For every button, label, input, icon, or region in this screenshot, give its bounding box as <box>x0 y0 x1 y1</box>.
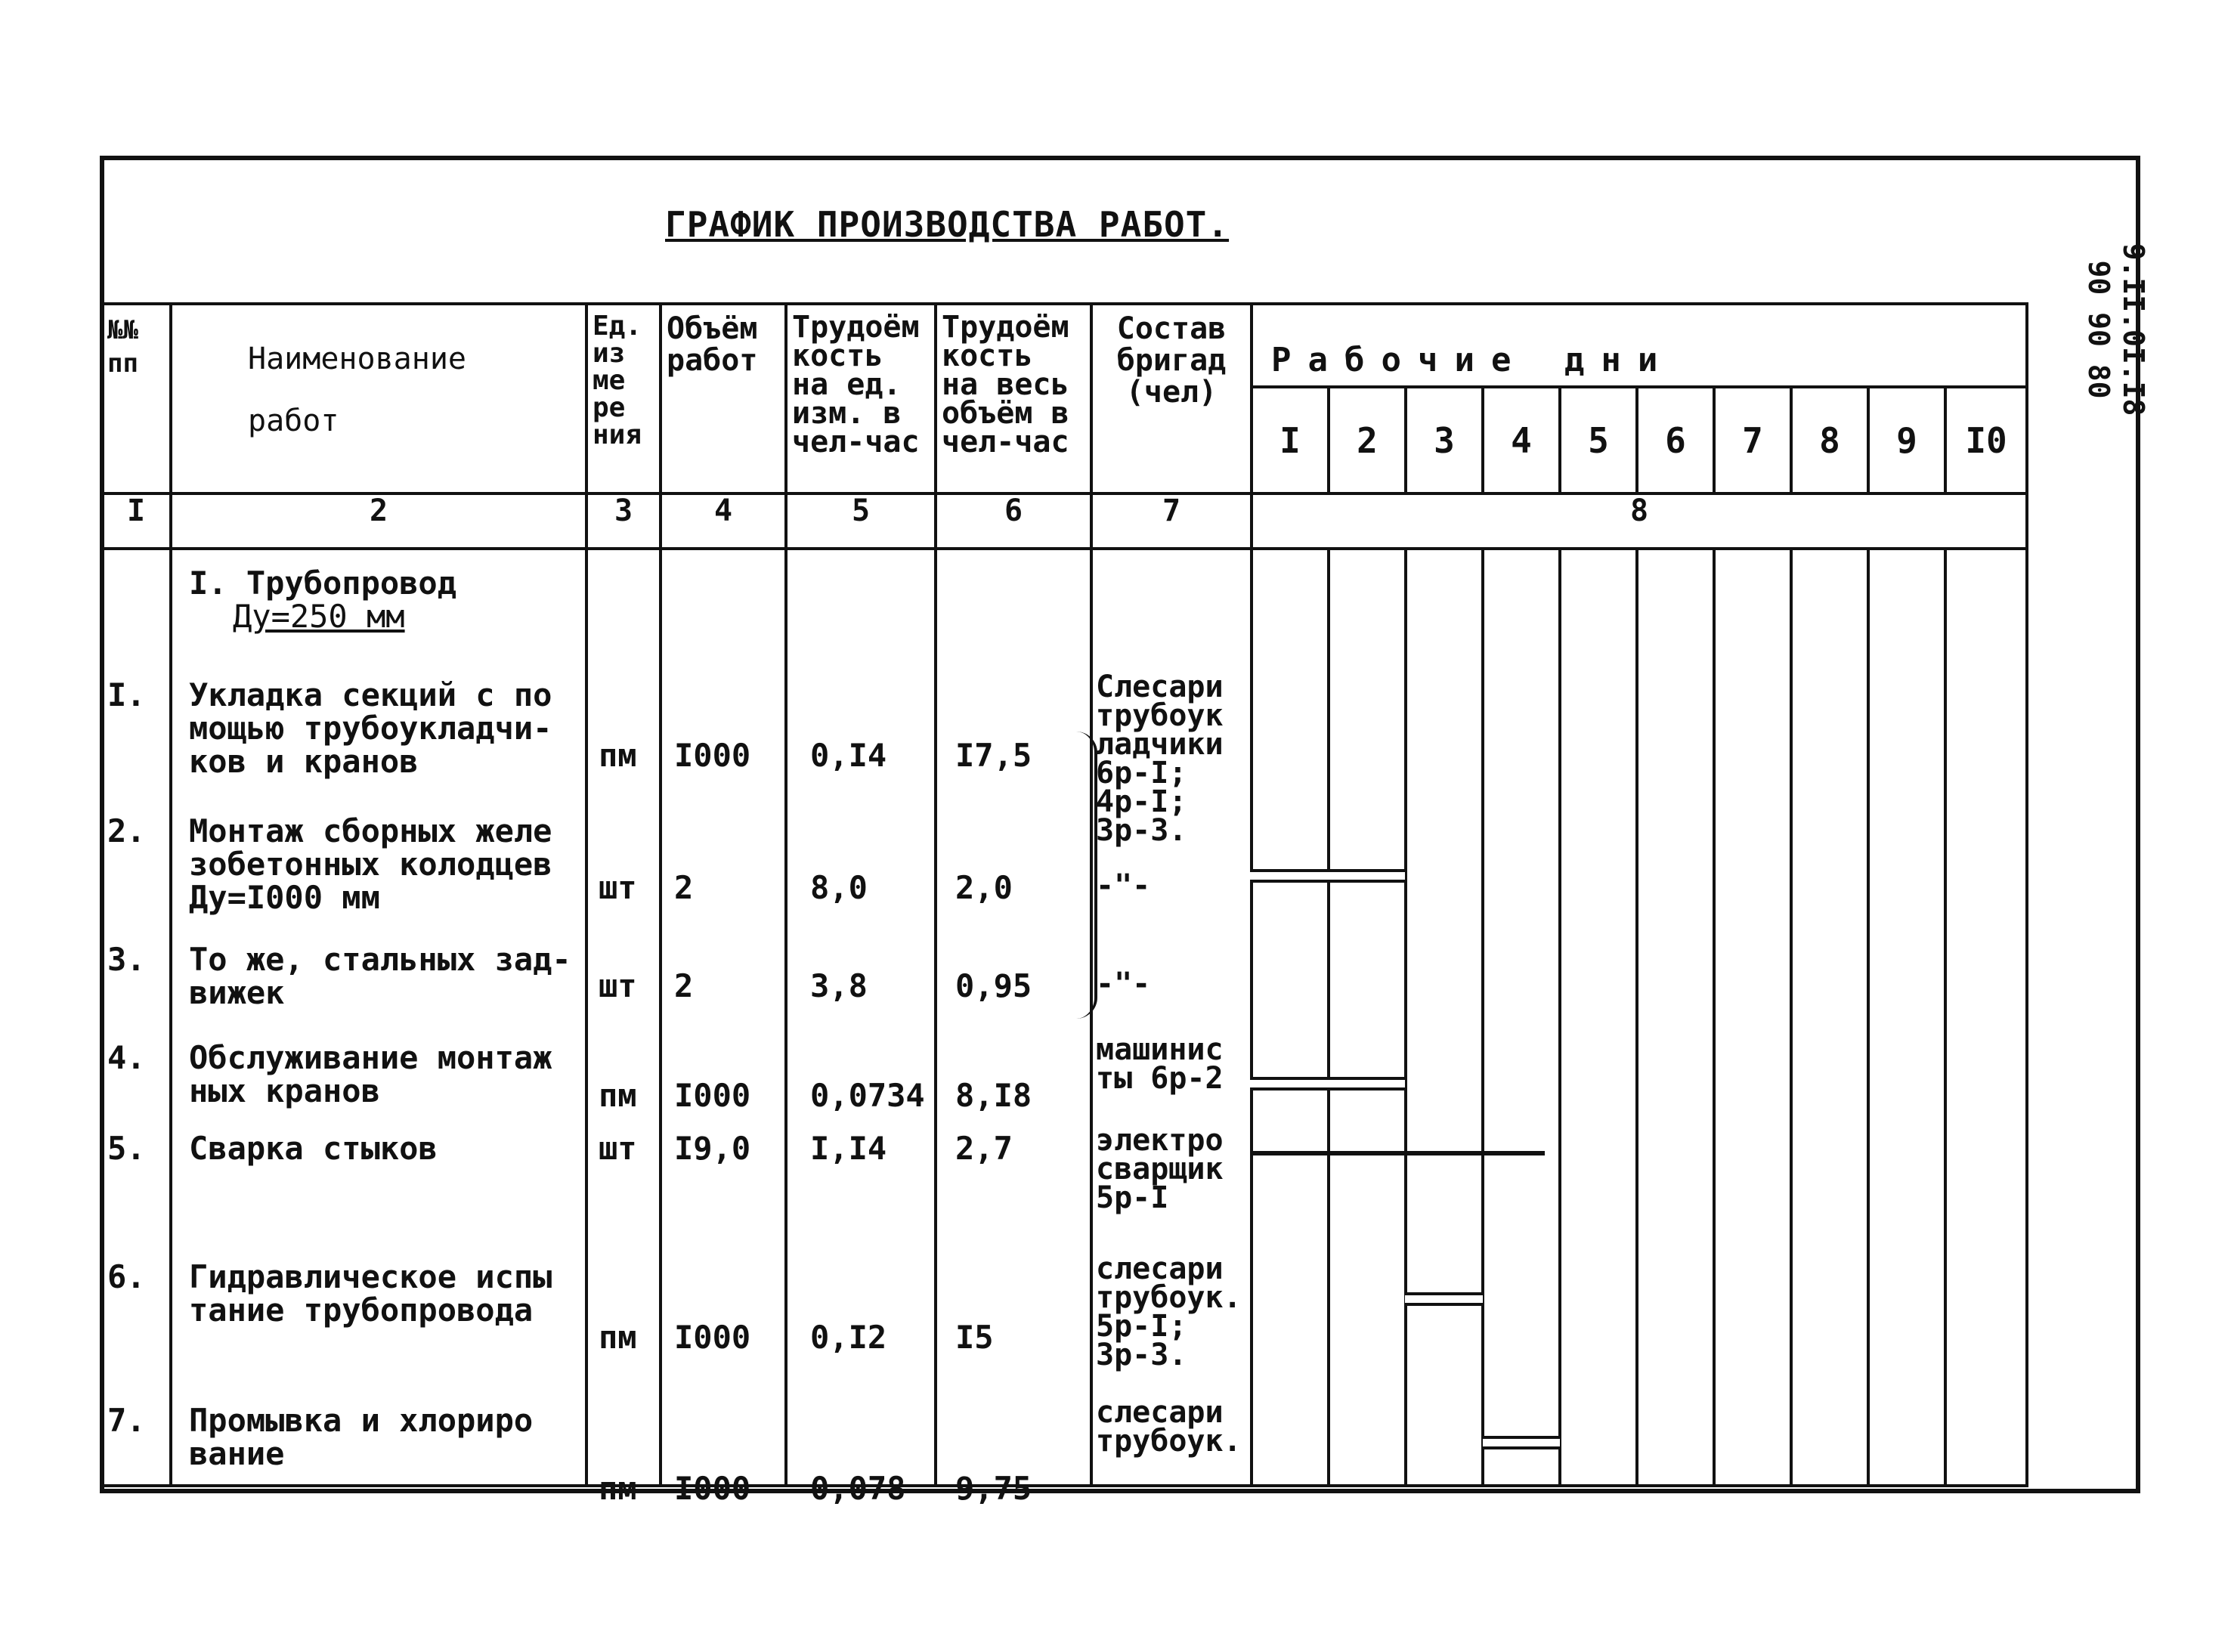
row-name: Гидравлическое испы <box>189 1258 552 1295</box>
col-name <box>171 549 586 1486</box>
section-subtitle: Ду=250 мм <box>233 598 405 635</box>
schedule-table <box>100 302 2028 1507</box>
header-unit-l3: ме <box>593 365 626 396</box>
colnum-5: 5 <box>786 493 936 549</box>
col-volume <box>661 549 786 1507</box>
section-title: I. Трубопровод <box>189 565 457 602</box>
row-unit: пм <box>599 1470 637 1507</box>
header-volume-l2: работ <box>667 343 758 378</box>
row-num: 6. <box>107 1258 146 1295</box>
row-labor-unit: 0,I2 <box>810 1319 887 1356</box>
row-name: вание <box>189 1435 285 1472</box>
header-labor-total-l5: чел-час <box>942 425 1069 459</box>
header-unit-l4: ре <box>593 392 626 423</box>
row-labor-unit: I,I4 <box>810 1130 887 1167</box>
gantt-day-1 <box>1252 549 1329 1486</box>
row-name: вижек <box>189 974 285 1011</box>
row-unit: пм <box>599 1077 637 1114</box>
day-2: 2 <box>1329 387 1406 493</box>
row-crew: 5р-I; <box>1096 1309 1187 1344</box>
row-name: То же, стальных зад- <box>189 941 571 978</box>
row-num: 2. <box>107 812 146 849</box>
col-unit <box>586 549 661 1507</box>
header-labor-unit-l1: Трудоём <box>792 310 920 345</box>
colnum-6: 6 <box>936 493 1091 549</box>
row-unit: пм <box>599 1319 637 1356</box>
row-name: тание трубопровода <box>189 1292 534 1329</box>
colnum-1: I <box>101 493 171 549</box>
header-crew <box>1091 304 1252 493</box>
row-name: ков и кранов <box>189 743 419 780</box>
row-name: Обслуживание монтаж <box>189 1039 552 1076</box>
header-labor-unit-l5: чел-час <box>792 425 920 459</box>
header-labor-unit-l3: на ед. <box>792 367 902 402</box>
gantt-day-5 <box>1560 549 1637 1486</box>
row-labor-unit: 3,8 <box>810 967 868 1004</box>
side-code-line-1: 9.II.0I.I8 <box>2117 243 2150 416</box>
header-labor-unit-l4: изм. в <box>792 396 902 431</box>
gantt-bar-row-7 <box>1483 1436 1561 1449</box>
row-crew: слесари <box>1096 1395 1224 1430</box>
row-labor-unit: 0,0734 <box>810 1077 925 1114</box>
row-labor-total: 2,7 <box>955 1130 1013 1167</box>
day-8: 8 <box>1791 387 1868 493</box>
row-unit: пм <box>599 737 637 774</box>
col-num <box>101 549 171 1486</box>
gantt-day-10 <box>1945 549 2027 1486</box>
colnum-7: 7 <box>1091 493 1252 549</box>
row-crew: ты 6р-2 <box>1096 1061 1224 1096</box>
gantt-bar-row-2 <box>1250 869 1405 883</box>
header-name-line-2: работ <box>248 404 339 438</box>
row-name: Ду=I000 мм <box>189 879 380 916</box>
row-crew: электро <box>1096 1123 1224 1158</box>
row-num: 5. <box>107 1130 146 1167</box>
header-crew-l3: (чел) <box>1125 375 1218 410</box>
row-name: Промывка и хлориро <box>189 1402 534 1439</box>
day-10: I0 <box>1945 387 2027 493</box>
row-crew: трубоук <box>1096 698 1224 733</box>
header-num <box>101 304 171 493</box>
row-labor-total: 8,I8 <box>955 1077 1032 1114</box>
colnum-3: 3 <box>586 493 661 549</box>
gantt-day-9 <box>1868 549 1945 1486</box>
row-volume: I000 <box>674 737 751 774</box>
gantt-day-6 <box>1637 549 1714 1486</box>
gantt-day-7 <box>1714 549 1791 1486</box>
gantt-day-8 <box>1791 549 1868 1486</box>
row-name: зобетонных колодцев <box>189 846 552 883</box>
side-code-line-2: 90 90 80 <box>2082 260 2115 399</box>
row-unit: шт <box>599 967 637 1004</box>
day-1: I <box>1252 387 1329 493</box>
day-4: 4 <box>1483 387 1560 493</box>
header-labor-unit-l2: кость <box>792 339 883 373</box>
row-labor-total: I5 <box>955 1319 994 1356</box>
row-name: Укладка секций с по <box>189 676 552 713</box>
row-labor-total: 9,75 <box>955 1470 1032 1507</box>
row-crew: Слесари <box>1096 670 1224 704</box>
row-labor-unit: 0,078 <box>810 1470 906 1507</box>
row-crew: -"- <box>1096 967 1151 1001</box>
colnum-4: 4 <box>661 493 786 549</box>
header-days-label-text: Рабочие дни <box>1271 341 1675 380</box>
header-name-line-1: Наименование <box>248 342 466 376</box>
row-name: мощью трубоукладчи- <box>189 710 552 747</box>
header-labor-total-l4: объём в <box>942 396 1069 431</box>
row-num: I. <box>107 676 146 713</box>
header-labor-total-l2: кость <box>942 339 1033 373</box>
gantt-bar-row-5 <box>1250 1151 1545 1155</box>
gantt-bar-row-6 <box>1405 1292 1483 1306</box>
row-crew: машинис <box>1096 1032 1224 1067</box>
row-volume: I9,0 <box>674 1130 751 1167</box>
row-volume: I000 <box>674 1470 751 1507</box>
row-name: ных кранов <box>189 1072 380 1109</box>
header-unit-l5: ния <box>593 419 642 450</box>
col-labor-unit <box>786 549 936 1507</box>
header-days-label <box>1252 304 2027 387</box>
day-5: 5 <box>1560 387 1637 493</box>
row-unit: шт <box>599 869 637 906</box>
row-labor-total: 0,95 <box>955 967 1032 1004</box>
page-title: ГРАФИК ПРОИЗВОДСТВА РАБОТ. <box>665 204 1230 245</box>
gantt-day-2 <box>1329 549 1406 1486</box>
row-crew: 4р-I; <box>1096 784 1187 819</box>
row-unit: шт <box>599 1130 637 1167</box>
row-name: Сварка стыков <box>189 1130 438 1167</box>
row-volume: 2 <box>674 967 694 1004</box>
header-num-text: №№ пп <box>107 315 138 379</box>
header-crew-l1: Состав <box>1116 311 1227 346</box>
col-crew <box>1091 549 1252 1486</box>
row-volume: I000 <box>674 1319 751 1356</box>
gantt-bar-row-4 <box>1250 1077 1405 1091</box>
colnum-8: 8 <box>1252 493 2027 549</box>
header-volume <box>661 304 786 493</box>
header-crew-l2: бригад <box>1116 343 1227 378</box>
row-num: 4. <box>107 1039 146 1076</box>
row-num: 7. <box>107 1402 146 1439</box>
header-name <box>171 304 586 493</box>
row-crew: 3р-3. <box>1096 1338 1187 1372</box>
header-labor-total-l3: на весь <box>942 367 1069 402</box>
gantt-day-3 <box>1406 549 1483 1486</box>
header-labor-total <box>936 304 1091 493</box>
row-crew: слесари <box>1096 1251 1224 1286</box>
row-labor-total: 2,0 <box>955 869 1013 906</box>
row-crew: 5р-I <box>1096 1180 1169 1215</box>
header-unit-l1: Ед. <box>593 311 642 342</box>
row-labor-unit: 0,I4 <box>810 737 887 774</box>
row-volume: 2 <box>674 869 694 906</box>
header-labor-unit <box>786 304 936 493</box>
row-labor-total: I7,5 <box>955 737 1032 774</box>
col-labor-total <box>936 549 1091 1507</box>
header-unit <box>586 304 661 493</box>
row-crew: сварщик <box>1096 1152 1224 1186</box>
row-crew: трубоук. <box>1096 1424 1242 1459</box>
row-crew: -"- <box>1096 868 1151 903</box>
gantt-day-4 <box>1483 549 1560 1486</box>
row-volume: I000 <box>674 1077 751 1114</box>
row-labor-unit: 8,0 <box>810 869 868 906</box>
row-name: Монтаж сборных желе <box>189 812 552 849</box>
row-crew: трубоук. <box>1096 1280 1242 1315</box>
day-6: 6 <box>1637 387 1714 493</box>
row-crew: 3р-3. <box>1096 813 1187 848</box>
header-volume-l1: Объём <box>667 311 758 346</box>
day-7: 7 <box>1714 387 1791 493</box>
day-9: 9 <box>1868 387 1945 493</box>
row-crew: ладчики <box>1096 727 1224 762</box>
side-code <box>2082 204 2150 431</box>
day-3: 3 <box>1406 387 1483 493</box>
row-num: 3. <box>107 941 146 978</box>
row-crew: 6р-I; <box>1096 756 1187 790</box>
colnum-2: 2 <box>171 493 586 549</box>
header-labor-total-l1: Трудоём <box>942 310 1069 345</box>
header-unit-l2: из <box>593 338 626 369</box>
